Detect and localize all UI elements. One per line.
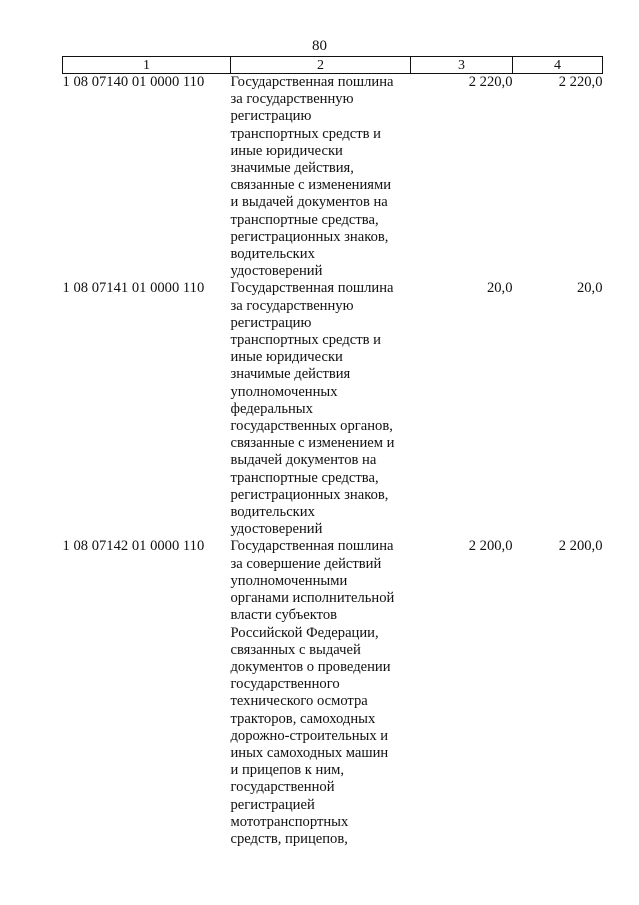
description-cell — [231, 280, 411, 538]
table-header-row — [63, 57, 603, 74]
amount-col3-cell: 2 220,0 — [468, 74, 513, 90]
description-line: государственного — [230, 676, 340, 693]
description-line: за совершение действий — [230, 555, 382, 572]
description-line: выдачей документов на — [230, 452, 377, 469]
description-line: удостоверений — [230, 521, 323, 538]
description-line: связанных с выдачей — [230, 641, 361, 658]
description-line: транспортные средства, — [230, 211, 379, 228]
description-line: связанные с изменением и — [230, 435, 395, 452]
description-line: Государственная пошлина — [230, 538, 394, 555]
description-line: мототранспортных — [230, 813, 349, 830]
budget-table — [62, 56, 603, 848]
description-line: федеральных — [230, 400, 313, 417]
description-cell — [231, 538, 411, 848]
description-line: и прицепов к ним, — [230, 762, 345, 779]
description-line: водительских — [230, 504, 315, 521]
column-header-4: 4 — [513, 57, 603, 74]
revenue-code-cell: 1 08 07141 01 0000 110 — [62, 280, 205, 297]
description-line: регистрацию — [230, 108, 312, 125]
description-line: Государственная пошлина — [230, 74, 394, 90]
description-line: и выдачей документов на — [230, 194, 388, 211]
amount-col3-cell: 2 200,0 — [468, 538, 513, 555]
column-header-1: 1 — [63, 57, 231, 74]
amount-col4-cell: 20,0 — [576, 280, 603, 297]
column-header-3: 3 — [411, 57, 513, 74]
description-line: водительских — [230, 246, 315, 263]
description-line: за государственную — [230, 91, 354, 108]
description-line: удостоверений — [230, 263, 323, 280]
description-line: транспортных средств и — [230, 332, 381, 349]
amount-col3-cell: 20,0 — [486, 280, 513, 297]
description-line: Российской Федерации, — [230, 624, 379, 641]
description-line: регистрацию — [230, 314, 312, 331]
description-line: транспортные средства, — [230, 469, 379, 486]
description-line: регистрационных знаков, — [230, 486, 389, 503]
description-line: иных самоходных машин — [230, 744, 389, 761]
description-line: уполномоченных — [230, 383, 338, 400]
description-line: иные юридически — [230, 349, 343, 366]
description-line: дорожно-строительных и — [230, 727, 389, 744]
description-line: уполномоченными — [230, 572, 348, 589]
description-line: иные юридически — [230, 142, 343, 159]
description-line: технического осмотра — [230, 693, 368, 710]
description-line: транспортных средств и — [230, 125, 381, 142]
description-line: регистрацией — [230, 796, 315, 813]
table-body — [63, 74, 603, 849]
revenue-code-cell: 1 08 07142 01 0000 110 — [62, 538, 205, 555]
description-line: органами исполнительной — [230, 590, 395, 607]
description-line: документов о проведении — [230, 658, 391, 675]
description-line: Государственная пошлина — [230, 280, 394, 297]
description-line: за государственную — [230, 297, 354, 314]
table-row — [63, 280, 603, 538]
amount-col4-cell: 2 220,0 — [558, 74, 603, 90]
description-line: государственной — [230, 779, 335, 796]
amount-col4-cell: 2 200,0 — [558, 538, 603, 555]
description-line: тракторов, самоходных — [230, 710, 376, 727]
revenue-code-cell: 1 08 07140 01 0000 110 — [62, 74, 205, 90]
description-line: государственных органов, — [230, 418, 393, 435]
description-line: значимые действия, — [230, 160, 354, 177]
description-line: связанные с изменениями — [230, 177, 392, 194]
description-line: власти субъектов — [230, 607, 338, 624]
column-header-2: 2 — [231, 57, 411, 74]
table-row — [63, 538, 603, 848]
description-line: регистрационных знаков, — [230, 228, 389, 245]
description-cell — [231, 74, 411, 281]
description-line: значимые действия — [230, 366, 351, 383]
description-line: средств, прицепов, — [230, 830, 348, 847]
table-row — [63, 74, 603, 281]
page-number: 80 — [312, 38, 327, 54]
